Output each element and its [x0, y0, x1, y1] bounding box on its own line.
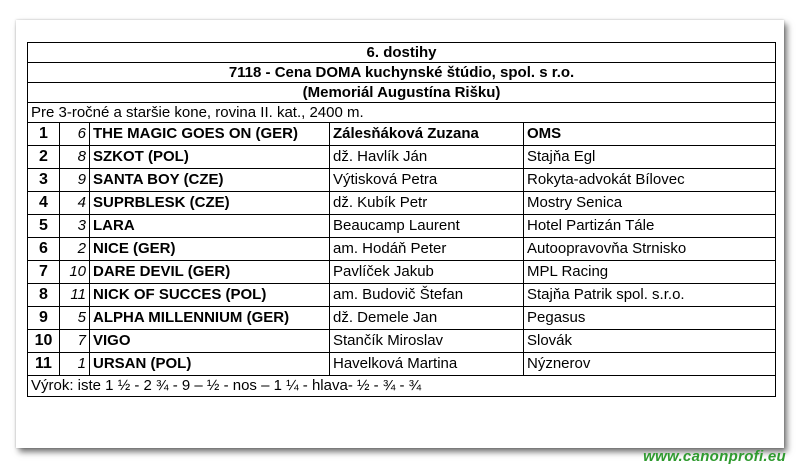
race-results-table	[27, 42, 776, 397]
result-row	[28, 353, 776, 376]
horse-name: DARE DEVIL (GER)	[90, 261, 330, 284]
jockey-name: Stančík Miroslav	[330, 330, 524, 353]
owner-name: MPL Racing	[524, 261, 776, 284]
result-row	[28, 330, 776, 353]
finish-position: 6	[28, 238, 60, 261]
finish-position: 7	[28, 261, 60, 284]
horse-number: 1	[60, 353, 90, 376]
horse-name: VIGO	[90, 330, 330, 353]
owner-name: Mostry Senica	[524, 192, 776, 215]
horse-number: 7	[60, 330, 90, 353]
jockey-name: am. Budovič Štefan	[330, 284, 524, 307]
margins-row	[28, 376, 776, 397]
result-row	[28, 123, 776, 146]
finish-position: 2	[28, 146, 60, 169]
owner-name: Stajňa Patrik spol. s.r.o.	[524, 284, 776, 307]
horse-name: NICK OF SUCCES (POL)	[90, 284, 330, 307]
horse-number: 11	[60, 284, 90, 307]
horse-name: NICE (GER)	[90, 238, 330, 261]
race-number-row	[28, 43, 776, 63]
jockey-name: dž. Kubík Petr	[330, 192, 524, 215]
result-row	[28, 284, 776, 307]
finish-position: 5	[28, 215, 60, 238]
race-title-row	[28, 63, 776, 83]
horse-name: SZKOT (POL)	[90, 146, 330, 169]
horse-name: ALPHA MILLENNIUM (GER)	[90, 307, 330, 330]
horse-name: URSAN (POL)	[90, 353, 330, 376]
race-conditions: Pre 3-ročné a staršie kone, rovina II. kat., 2400 m.	[28, 103, 776, 123]
jockey-name: Pavlíček Jakub	[330, 261, 524, 284]
horse-number: 8	[60, 146, 90, 169]
margins-text: Výrok: iste 1 ½ - 2 ¾ - 9 – ½ - nos – 1 ¼ - hlava- ½ - ¾ - ¾	[28, 376, 776, 397]
jockey-name: Zálesňáková Zuzana	[330, 123, 524, 146]
owner-name: Rokyta-advokát Bílovec	[524, 169, 776, 192]
race-conditions-row	[28, 103, 776, 123]
horse-name: THE MAGIC GOES ON (GER)	[90, 123, 330, 146]
owner-name: Pegasus	[524, 307, 776, 330]
result-row	[28, 238, 776, 261]
watermark-text: www.canonprofi.eu	[643, 448, 786, 465]
result-row	[28, 307, 776, 330]
race-number: 6. dostihy	[28, 43, 776, 63]
owner-name: Hotel Partizán Tále	[524, 215, 776, 238]
race-memorial: (Memoriál Augustína Rišku)	[28, 83, 776, 103]
owner-name: OMS	[524, 123, 776, 146]
owner-name: Nýznerov	[524, 353, 776, 376]
jockey-name: Havelková Martina	[330, 353, 524, 376]
owner-name: Autoopravovňa Strnisko	[524, 238, 776, 261]
finish-position: 3	[28, 169, 60, 192]
finish-position: 1	[28, 123, 60, 146]
horse-number: 6	[60, 123, 90, 146]
finish-position: 11	[28, 353, 60, 376]
results-sheet	[16, 20, 784, 448]
race-title: 7118 - Cena DOMA kuchynské štúdio, spol. s r.o.	[28, 63, 776, 83]
race-memorial-row	[28, 83, 776, 103]
horse-number: 3	[60, 215, 90, 238]
result-row	[28, 169, 776, 192]
horse-number: 4	[60, 192, 90, 215]
horse-number: 5	[60, 307, 90, 330]
result-row	[28, 192, 776, 215]
finish-position: 9	[28, 307, 60, 330]
horse-number: 10	[60, 261, 90, 284]
jockey-name: dž. Havlík Ján	[330, 146, 524, 169]
horse-name: SUPRBLESK (CZE)	[90, 192, 330, 215]
horse-number: 2	[60, 238, 90, 261]
result-row	[28, 146, 776, 169]
finish-position: 8	[28, 284, 60, 307]
owner-name: Stajňa Egl	[524, 146, 776, 169]
result-row	[28, 261, 776, 284]
finish-position: 10	[28, 330, 60, 353]
finish-position: 4	[28, 192, 60, 215]
jockey-name: Výtisková Petra	[330, 169, 524, 192]
jockey-name: am. Hodáň Peter	[330, 238, 524, 261]
horse-number: 9	[60, 169, 90, 192]
jockey-name: Beaucamp Laurent	[330, 215, 524, 238]
horse-name: SANTA BOY (CZE)	[90, 169, 330, 192]
result-row	[28, 215, 776, 238]
owner-name: Slovák	[524, 330, 776, 353]
jockey-name: dž. Demele Jan	[330, 307, 524, 330]
horse-name: LARA	[90, 215, 330, 238]
